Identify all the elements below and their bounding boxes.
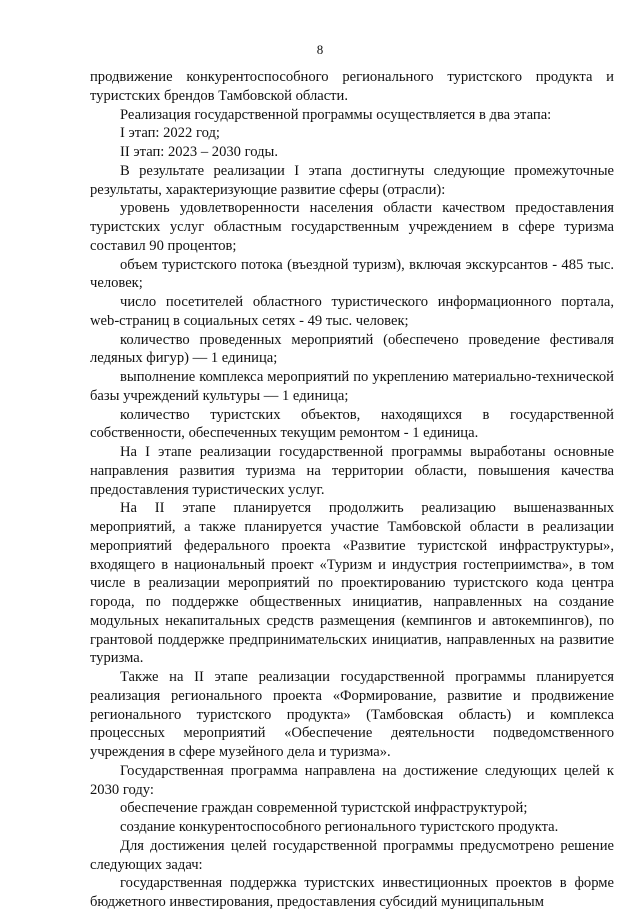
document-body [90, 68, 614, 912]
paragraph-material-base: выполнение комплекса мероприятий по укреплению материально-технической базы учреждений культуры — 1 единица; [90, 369, 614, 404]
paragraph-portal-visitors: число посетителей областного туристического информационного портала, web-страниц в социальных сетях - 49 тыс. человек; [90, 294, 614, 329]
paragraph-events: количество проведенных мероприятий (обеспечено проведение фестиваля ледяных фигур) — 1 единица; [90, 331, 614, 367]
paragraph-stage-2-plans: На II этапе планируется продолжить реализацию вышеназванных мероприятий, а также планируется участие Тамбовской области в реализации мероприятий федерального проекта «Развитие туристской инфраструктуры», входящего в национальный проект «Туризм и индустрия гостеприимства», в том числе в реализации мероприятий по проектированию туристского кода центра города, по поддержке общественных инициатив, направленных на создание модульных некапитальных средств размещения (кемпингов и автокемпингов), по грантовой поддержке предпринимательских инициатив, направленных на развитие туризма. [90, 500, 614, 667]
paragraph-regional-project: Также на II этапе реализации государственной программы планируется реализация регионального проекта «Формирование, развитие и продвижение регионального туристского продукта» (Тамбовская область) и комплекса процессных мероприятий «Обеспечение деятельности подведомственного учреждения в сфере музейного дела и туризма». [90, 669, 614, 760]
paragraph-repair: количество туристских объектов, находящихся в государственной собственности, обеспеченных текущим ремонтом - 1 единица. [90, 406, 614, 442]
paragraph-stage-1-summary: На I этапе реализации государственной программы выработаны основные направления развития туризма на территории области, повышения качества предоставления туристических услуг. [90, 444, 614, 498]
paragraph-goal-infrastructure: обеспечение граждан современной туристской инфраструктурой; [120, 800, 528, 817]
paragraph-satisfaction: уровень удовлетворенности населения области качеством предоставления туристских услуг областным государственным учреждением в сфере туризма составил 90 процентов; [90, 200, 614, 254]
paragraph-stage-1: I этап: 2022 год; [120, 125, 220, 142]
paragraph-task-investment: государственная поддержка туристских инвестиционных проектов в форме бюджетного инвестирования, предоставления субсидий муниципальным [90, 875, 614, 910]
paragraph-goals-intro: Государственная программа направлена на достижение следующих целей к 2030 году: [90, 762, 614, 798]
paragraph-results-intro: В результате реализации I этапа достигнуты следующие промежуточные результаты, характеризующие развитие сферы (отрасли): [90, 162, 614, 198]
paragraph-stage-2: II этап: 2023 – 2030 годы. [120, 144, 278, 160]
page-number: 8 [316, 42, 324, 57]
paragraph-continuation: продвижение конкурентоспособного регионального туристского продукта и туристских брендов Тамбовской области. [90, 69, 614, 104]
paragraph-tourist-flow: объем туристского потока (въездной туризм), включая экскурсантов - 485 тыс. человек; [90, 256, 614, 292]
paragraph-goal-product: создание конкурентоспособного регионального туристского продукта. [120, 819, 559, 835]
paragraph-tasks-intro: Для достижения целей государственной программы предусмотрено решение следующих задач: [90, 837, 614, 873]
paragraph-stages-intro: Реализация государственной программы осуществляется в два этапа: [120, 106, 552, 123]
